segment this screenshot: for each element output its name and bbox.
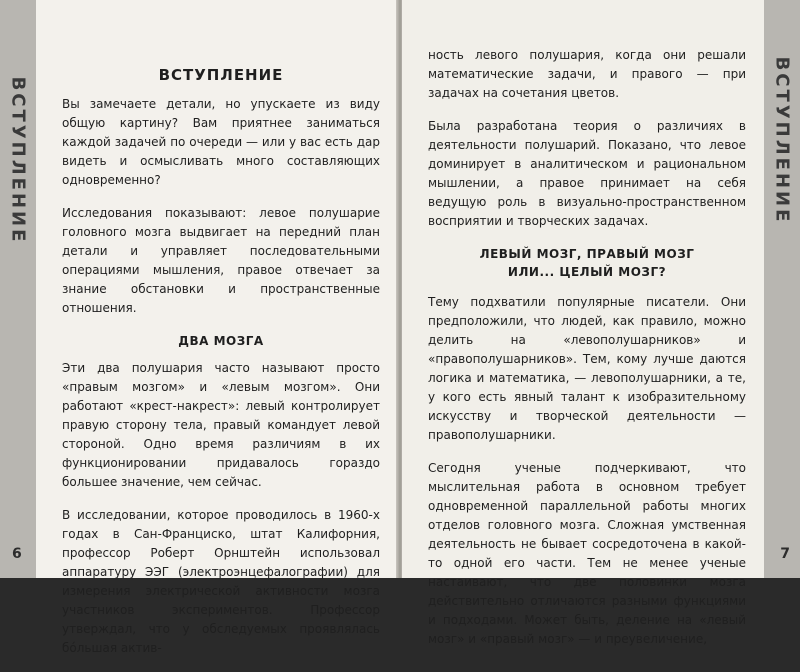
subheading-whole-brain: [428, 245, 746, 281]
section-title: ВСТУПЛЕНИЕ: [158, 66, 284, 84]
left-paragraph-4: В исследовании, которое проводилось в 1960-х годах в Сан-Франциско, штат Калифорния, профессор Роберт Орнштейн использовал аппаратуру ЭЭГ (электроэнцефалографии) для измерения электрической активности мозга участников экспериментов. Профессор утверждал, что у обследуемых проявлялась бóльшая актив-: [62, 508, 380, 655]
left-content: [62, 0, 380, 672]
subheading-two-brains: ДВА МОЗГА: [178, 334, 264, 348]
right-side-label: ВСТУПЛЕНИЕ: [771, 56, 793, 225]
subheading-line-1: ЛЕВЫЙ МОЗГ, ПРАВЫЙ МОЗГ: [479, 247, 695, 261]
right-paragraph-1: ность левого полушария, когда они решали математические задачи, и правого — при задачах на сочетания цветов.: [428, 48, 746, 100]
left-page: [0, 0, 398, 655]
right-paragraph-3: Тему подхватили популярные писатели. Они предположили, что людей, как правило, можно делить на «левополушарников» и «правополушарников». Тем, кому лучше даются логика и математика, — левополушарники, а те, у кого есть явный талант к изобразительному искусству и творческой деятельности — правополушарники.: [428, 295, 746, 442]
left-paragraph-1: Вы замечаете детали, но упускаете из виду общую картину? Вам приятнее заниматься каждой задачей по очереди — или у вас есть дар видеть и осмысливать много составляющих одновременно?: [62, 97, 380, 187]
left-side-label: ВСТУПЛЕНИЕ: [7, 76, 29, 245]
right-sidebar: [764, 0, 800, 578]
right-content: [428, 0, 746, 663]
subheading-line-2: ИЛИ... ЦЕЛЫЙ МОЗГ?: [507, 265, 667, 279]
left-paragraph-3: Эти два полушария часто называют просто «правым мозгом» и «левым мозгом». Они работают «крест-накрест»: левый контролирует правую сторону тела, правый командует левой стороной. Одно время различиям в их функционировании придавалось гораздо большее значение, чем сейчас.: [62, 361, 380, 489]
right-paragraph-2: Была разработана теория о различиях в деятельности полушарий. Показано, что левое доминирует в аналитическом и рациональном мышлении, а правое принимает на себя ведущую роль в визуально-пространственном восприятии и творческих задачах.: [428, 119, 746, 228]
left-paragraph-2: Исследования показывают: левое полушарие головного мозга выдвигает на передний план детали и управляет последовательными операциями мышления, правое отвечает за знание обстановки и пространственные отношения.: [62, 206, 380, 315]
left-sidebar: [0, 0, 36, 578]
right-page-number: 7: [780, 546, 790, 562]
left-page-number: 6: [12, 546, 22, 562]
right-paragraph-4: Сегодня ученые подчеркивают, что мыслительная работа в основном требует одновременной параллельной работы многих отделов головного мозга. Сложная умственная деятельность не бывает сосредоточена в какой-то одной его части. Тем не менее ученые настаивают, что две половинки мозга действительно отличаются разными функциями и подходами. Может быть, деление на «левый мозг» и «правый мозг» — и преувеличение,: [428, 461, 746, 646]
right-page: [402, 0, 800, 646]
